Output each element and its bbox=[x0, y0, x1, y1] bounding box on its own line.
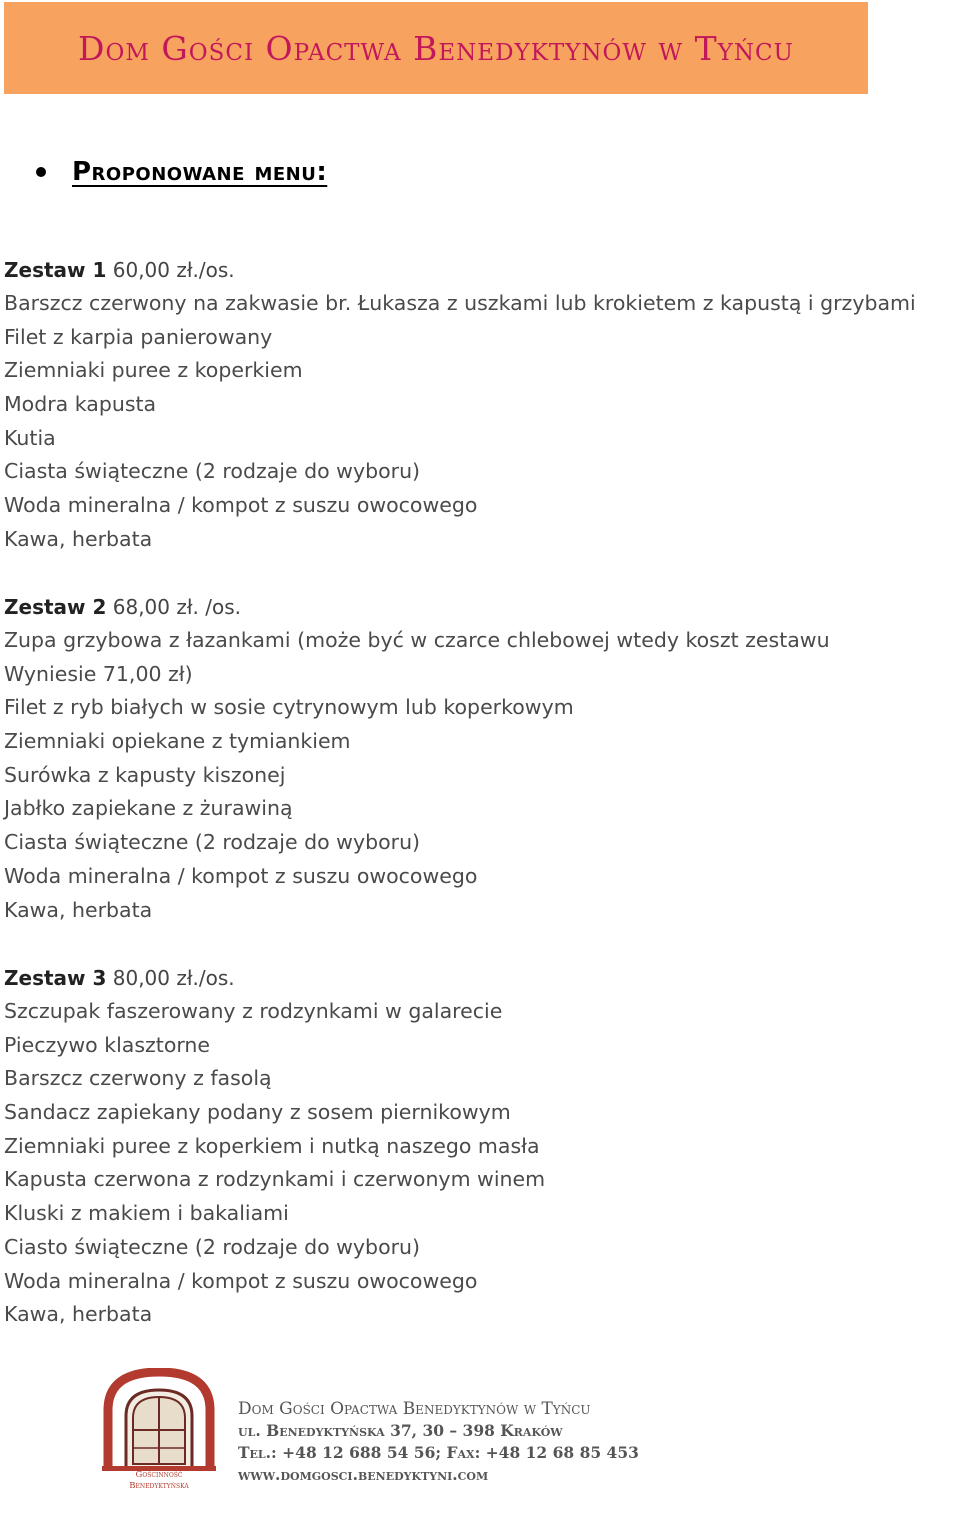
footer-phone: Tel.: +48 12 688 54 56; Fax: +48 12 68 85 453 bbox=[238, 1443, 639, 1462]
logo bbox=[100, 1368, 218, 1508]
arch-window-icon bbox=[100, 1368, 218, 1472]
menu-item: Kawa, herbata bbox=[4, 897, 153, 922]
menu-set-1 bbox=[4, 253, 916, 557]
menu-item: Modra kapusta bbox=[4, 392, 157, 417]
logo-caption-line-2: Benedyktyńska bbox=[129, 1481, 189, 1491]
set-name: Zestaw 3 bbox=[4, 966, 107, 990]
menu-item: Szczupak faszerowany z rodzynkami w galarecie bbox=[4, 999, 503, 1023]
menu-heading-row bbox=[36, 150, 327, 194]
footer-title: Dom Gości Opactwa Benedyktynów w Tyńcu bbox=[238, 1399, 591, 1419]
menu-item: Kutia bbox=[4, 425, 56, 450]
contact-block bbox=[238, 1398, 639, 1486]
menu-set-3 bbox=[4, 961, 545, 1332]
footer-address: ul. Benedyktyńska 37, 30 – 398 Kraków bbox=[238, 1421, 563, 1440]
menu-item: Ziemniaki puree z koperkiem bbox=[4, 358, 303, 383]
menu-item: Ciasta świąteczne (2 rodzaje do wyboru) bbox=[4, 830, 421, 855]
logo-caption bbox=[100, 1470, 218, 1492]
bullet-icon bbox=[36, 167, 46, 177]
header-banner bbox=[4, 2, 868, 94]
menu-item: Jabłko zapiekane z żurawiną bbox=[4, 796, 293, 821]
menu-item: Barszcz czerwony z fasolą bbox=[4, 1066, 272, 1091]
menu-heading: Proponowane menu: bbox=[72, 157, 328, 187]
banner-title: Dom Gości Opactwa Benedyktynów w Tyńcu bbox=[78, 28, 794, 68]
menu-item: Kawa, herbata bbox=[4, 1302, 153, 1327]
set-price: 80,00 zł./os. bbox=[112, 966, 235, 990]
menu-item: Ziemniaki opiekane z tymiankiem bbox=[4, 729, 351, 754]
set-price: 60,00 zł./os. bbox=[112, 258, 235, 282]
menu-set-2 bbox=[4, 590, 830, 927]
logo-caption-line-1: Gościnność bbox=[135, 1470, 183, 1480]
set-name: Zestaw 2 bbox=[4, 595, 107, 619]
menu-item: Kapusta czerwona z rodzynkami i czerwonym winem bbox=[4, 1167, 546, 1192]
menu-item: Ciasta świąteczne (2 rodzaje do wyboru) bbox=[4, 459, 421, 484]
menu-item: Woda mineralna / kompot z suszu owocowego bbox=[4, 863, 478, 888]
menu-item: Woda mineralna / kompot z suszu owocowego bbox=[4, 493, 478, 518]
menu-item: Surówka z kapusty kiszonej bbox=[4, 762, 286, 787]
menu-item: Filet z ryb białych w sosie cytrynowym lub koperkowym bbox=[4, 695, 574, 720]
menu-item: Barszcz czerwony na zakwasie br. Łukasza z uszkami lub krokietem z kapustą i grzybami bbox=[4, 291, 916, 315]
menu-item: Ziemniaki puree z koperkiem i nutką naszego masła bbox=[4, 1133, 540, 1158]
menu-item: Pieczywo klasztorne bbox=[4, 1032, 211, 1057]
menu-item: Kawa, herbata bbox=[4, 526, 153, 551]
menu-item: Sandacz zapiekany podany z sosem piernikowym bbox=[4, 1100, 511, 1125]
set-header bbox=[4, 253, 916, 287]
footer-website: www.domgosci.benedyktyni.com bbox=[238, 1465, 489, 1484]
footer bbox=[100, 1368, 680, 1510]
menu-item: Ciasto świąteczne (2 rodzaje do wyboru) bbox=[4, 1234, 421, 1259]
set-name: Zestaw 1 bbox=[4, 258, 107, 282]
menu-item: Woda mineralna / kompot z suszu owocowego bbox=[4, 1268, 478, 1293]
menu-item: Filet z karpia panierowany bbox=[4, 324, 273, 349]
set-price: 68,00 zł. /os. bbox=[112, 595, 242, 619]
set-header bbox=[4, 961, 545, 995]
menu-item: Zupa grzybowa z łazankami (może być w czarce chlebowej wtedy koszt zestawu bbox=[4, 628, 830, 652]
menu-item: Wyniesie 71,00 zł) bbox=[4, 661, 193, 686]
set-header bbox=[4, 590, 830, 624]
menu-item: Kluski z makiem i bakaliami bbox=[4, 1201, 289, 1226]
